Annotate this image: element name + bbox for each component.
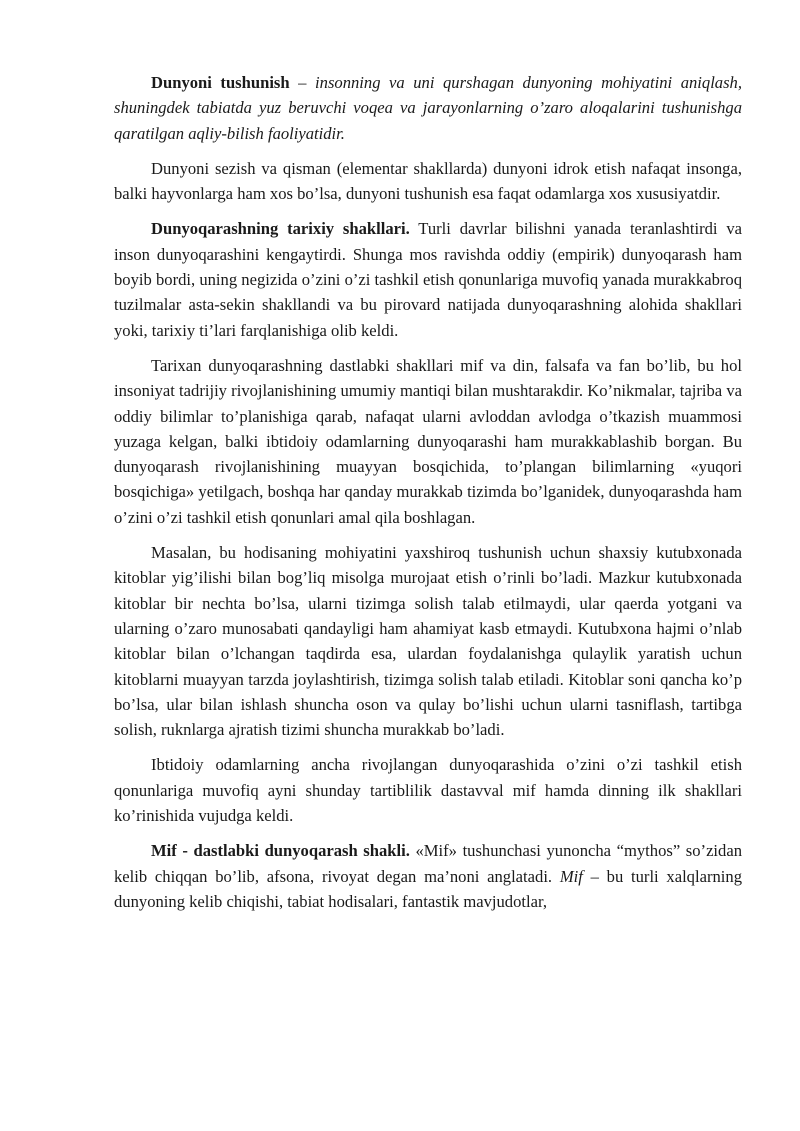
myth-term: Mif <box>559 866 583 886</box>
paragraph-historical-forms <box>114 216 742 342</box>
definition-separator: – <box>289 73 316 92</box>
paragraph-body: Tarixan dunyoqarashning dastlabki shakllari mif va din, falsafa va fan bo’lib, bu hol insoniyat tadrijiy rivojlanishining umumiy mantiqi bilan mushtarakdir. Ko’nikmalar, tajriba va oddiy bilimlar to’planishiga qarab, nafaqat ularni avloddan avlodga o’tkazish muammosi yuzaga kelgan, balki ibtidoiy odamlarning dunyoqarashi ham murakkablashib borgan. Bu dunyoqarash rivojlanishining muayyan bosqichida, to’plangan bilimlarning «yuqori bosqichiga» yetilgach, boshqa har qanday murakkab tizimda bo’lganidek, dunyoqarashda ham o’zini o’zi tashkil etish qonunlari amal qila boshlagan. <box>114 355 742 527</box>
paragraph-definition <box>114 70 742 146</box>
paragraph-text: «Mif» tushunchasi yunoncha “mythos” so’zidan kelib chiqqan bo’lib, afsona, rivoyat degan ma’noni anglatadi. <box>114 841 743 886</box>
section-heading: Mif - dastlabki dunyoqarash shakli. <box>151 841 410 861</box>
section-heading: Dunyoqarashning tarixiy shakllari. <box>151 219 410 239</box>
paragraph-text: Turli davrlar bilishni yanada teranlashtirdi va inson dunyoqarashini kengaytirdi. Shunga mos ravishda oddiy (empirik) dunyoqarash ham boyib bordi, uning negizida o’zini o’zi tashkil etish qonunlariga muvofiq yanada murakkabroq tuzilmalar asta-sekin shakllandi va bu pirovard natijada dunyoqarashning alohida shakllari yoki, tarixiy ti’lari farqlanishiga olib keldi. <box>114 219 742 340</box>
definition-term: Dunyoni tushunish <box>151 73 290 92</box>
document-page <box>114 70 742 924</box>
paragraph-body: Masalan, bu hodisaning mohiyatini yaxshiroq tushunish uchun shaxsiy kutubxonada kitoblar yig’ilishi bilan bog’liq misolga murojaat etish o’rinli bo’ladi. Mazkur kutubxonada kitoblar bir nechta bo’lsa, ularni tizimga solish talab etilmaydi, ular qaerda yotgani va ularning o’zaro munosabati qandayligi ham ahamiyat kasb etmaydi. Kutubxona hajmi o’nlab kitoblar bilan o’lchangan taqdirda esa, ulardan foydalanishga qulaylik yaratish uchun kitoblarni muayyan tarzda joylashtirish, tizimga solish talab etiladi. Kitoblar soni qancha ko’p bo’lsa, ular bilan ishlash shuncha oson va qulay bo’lishi uchun ularni tasniflash, tartibga solish, ruknlarga ajratish tizimi shuncha murakkab bo’ladi. <box>114 543 742 740</box>
paragraph-body: Dunyoni sezish va qisman (elementar shakllarda) dunyoni idrok etish nafaqat insonga, balki hayvonlarga ham xos bo’lsa, dunyoni tushunish esa faqat odamlarga xos xususiyatdir. <box>114 158 742 204</box>
paragraph-myth <box>114 838 742 914</box>
paragraph-body: Ibtidoiy odamlarning ancha rivojlangan dunyoqarashida o’zini o’zi tashkil etish qonunlariga muvofiq ayni shunday tartiblilik dastavval mif hamda dinning ilk shakllari ko’rinishida vujudga keldi. <box>114 755 742 826</box>
paragraph-text-continued: – bu turli xalqlarning dunyoning kelib chiqishi, tabiat hodisalari, fantastik mavjudotlar, <box>114 866 742 911</box>
definition-text: insonning va uni qurshagan dunyoning mohiyatini aniqlash, shuningdek tabiatda yuz beruvchi voqea va jarayonlarning o’zaro aloqalarini tushunishga qaratilgan aqliy-bilish faoliyatidir. <box>114 73 742 143</box>
